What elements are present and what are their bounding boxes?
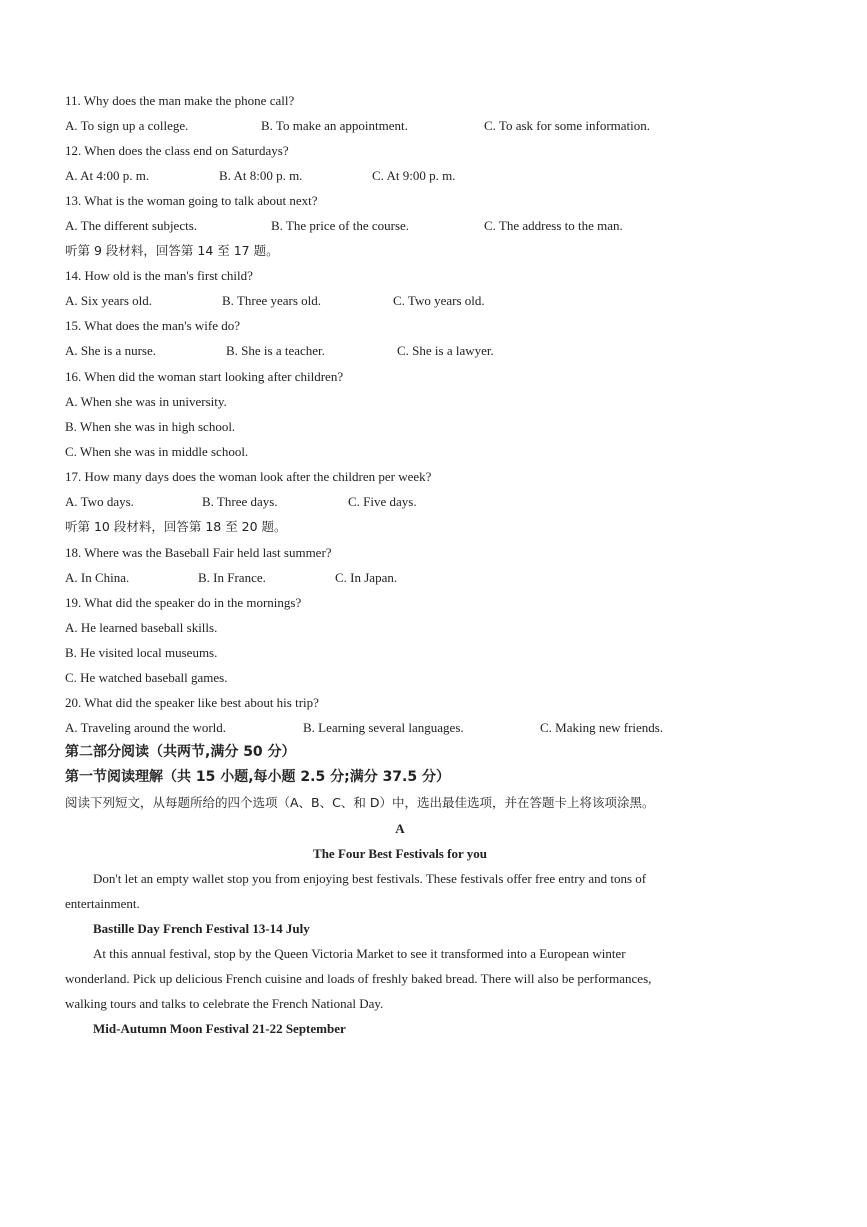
question-13: 13. What is the woman going to talk about next? xyxy=(65,193,318,208)
listening-note-10: 听第 10 段材料，回答第 18 至 20 题。 xyxy=(65,519,287,534)
option-a: A. Six years old. xyxy=(65,293,153,308)
question-15: 15. What does the man's wife do? xyxy=(65,318,241,333)
section-one-title: 第一节阅读理解（共 15 小题,每小题 2.5 分;满分 37.5 分） xyxy=(65,769,450,785)
option-b: B. In France. xyxy=(198,570,266,585)
question-18: 18. Where was the Baseball Fair held last summer? xyxy=(65,545,332,560)
question-19: 19. What did the speaker do in the mornings? xyxy=(65,595,302,610)
question-19-option-b: B. He visited local museums. xyxy=(65,645,218,660)
option-b: B. Three years old. xyxy=(222,293,322,308)
option-a: A. At 4:00 p. m. xyxy=(65,168,150,183)
option-b: B. The price of the course. xyxy=(271,218,410,233)
question-14: 14. How old is the man's first child? xyxy=(65,268,253,283)
passage-letter: A xyxy=(395,821,405,836)
option-c: C. She is a lawyer. xyxy=(397,343,494,358)
option-c: C. Making new friends. xyxy=(540,720,664,735)
option-a: A. Two days. xyxy=(65,494,134,509)
option-c: C. The address to the man. xyxy=(484,218,623,233)
option-b: B. Three days. xyxy=(202,494,278,509)
option-a: A. She is a nurse. xyxy=(65,343,156,358)
question-19-option-c: C. He watched baseball games. xyxy=(65,670,228,685)
listening-note-9: 听第 9 段材料，回答第 14 至 17 题。 xyxy=(65,243,279,258)
option-c: C. Two years old. xyxy=(393,293,485,308)
passage-line-4: At this annual festival, stop by the Queen Victoria Market to see it transformed into a European winter xyxy=(93,946,626,961)
festival-heading-moon: Mid-Autumn Moon Festival 21-22 September xyxy=(93,1021,346,1036)
part-two-title: 第二部分阅读（共两节,满分 50 分） xyxy=(65,744,296,760)
question-16: 16. When did the woman start looking after children? xyxy=(65,369,344,384)
passage-line-1: Don't let an empty wallet stop you from enjoying best festivals. These festivals offer free entry and tons of xyxy=(93,871,647,886)
question-16-option-a: A. When she was in university. xyxy=(65,394,227,409)
option-a: A. To sign up a college. xyxy=(65,118,189,133)
question-11: 11. Why does the man make the phone call? xyxy=(65,93,295,108)
option-c: C. To ask for some information. xyxy=(484,118,651,133)
option-b: B. Learning several languages. xyxy=(303,720,464,735)
passage-line-5: wonderland. Pick up delicious French cuisine and loads of freshly baked bread. There will also be performances, xyxy=(65,971,652,986)
passage-line-2: entertainment. xyxy=(65,896,140,911)
option-a: A. In China. xyxy=(65,570,130,585)
passage-line-6: walking tours and talks to celebrate the French National Day. xyxy=(65,996,384,1011)
option-c: C. In Japan. xyxy=(335,570,398,585)
option-c: C. At 9:00 p. m. xyxy=(372,168,456,183)
option-a: A. The different subjects. xyxy=(65,218,198,233)
option-b: B. At 8:00 p. m. xyxy=(219,168,303,183)
question-20: 20. What did the speaker like best about his trip? xyxy=(65,695,319,710)
question-16-option-b: B. When she was in high school. xyxy=(65,419,236,434)
festival-heading-bastille: Bastille Day French Festival 13-14 July xyxy=(93,921,310,936)
question-12: 12. When does the class end on Saturdays? xyxy=(65,143,289,158)
option-a: A. Traveling around the world. xyxy=(65,720,227,735)
question-17: 17. How many days does the woman look after the children per week? xyxy=(65,469,432,484)
question-16-option-c: C. When she was in middle school. xyxy=(65,444,249,459)
passage-title: The Four Best Festivals for you xyxy=(313,846,487,861)
option-b: B. To make an appointment. xyxy=(261,118,408,133)
option-b: B. She is a teacher. xyxy=(226,343,325,358)
option-c: C. Five days. xyxy=(348,494,417,509)
reading-instructions: 阅读下列短文，从每题所给的四个选项（A、B、C、和 D）中，选出最佳选项，并在答题卡上将该项涂黑。 xyxy=(65,795,655,810)
question-19-option-a: A. He learned baseball skills. xyxy=(65,620,218,635)
